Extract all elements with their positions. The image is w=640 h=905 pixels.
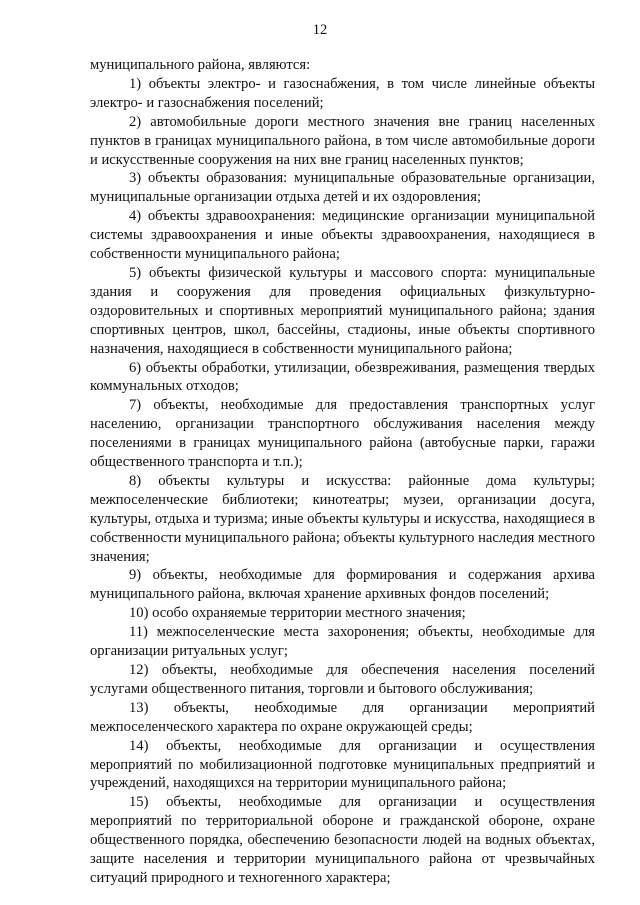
list-item-5: 5) объекты физической культуры и массового спорта: муниципальные здания и сооружения для проведения официальных физкультурно-оздоровительных и спортивных мероприятий муниципального района; здания спортивных центров, школ, бассейны, стадионы, иные объекты спортивного назначения, находящиеся в собственности муниципального района; [90, 264, 595, 357]
list-item-6: 6) объекты обработки, утилизации, обезвреживания, размещения твердых коммунальных отходов; [90, 359, 595, 395]
list-item-12: 12) объекты, необходимые для обеспечения населения поселений услугами общественного питания, торговли и бытового обслуживания; [90, 662, 595, 697]
list-item-2: 2) автомобильные дороги местного значения вне границ населенных пунктов в границах муниципального района, в том числе автомобильные дороги и искусственные сооружения на них вне границ населенных пунктов; [90, 113, 595, 168]
document-body [90, 56, 595, 888]
list-item-3: 3) объекты образования: муниципальные образовательные организации, муниципальные организации отдыха детей и их оздоровления; [90, 170, 595, 206]
list-item-9: 9) объекты, необходимые для формирования и содержания архива муниципального района, включая хранение архивных фондов поселений; [90, 567, 595, 603]
list-item-4: 4) объекты здравоохранения: медицинские организации муниципальной системы здравоохранения и иные объекты здравоохранения, находящиеся в собственности муниципального района; [90, 208, 595, 263]
list-item-8: 8) объекты культуры и искусства: районные дома культуры; межпоселенческие библиотеки; кинотеатры; музеи, организации досуга, культуры, отдыха и туризма; иные объекты культуры и искусства, находящиеся в собственности муниципального района; объекты культурного наследия местного значения; [90, 472, 595, 565]
list-item-1: 1) объекты электро- и газоснабжения, в том числе линейные объекты электро- и газоснабжения поселений; [90, 75, 595, 111]
page-number: 12 [312, 22, 328, 38]
intro-line: муниципального района, являются: [90, 57, 311, 73]
list-item-11: 11) межпоселенческие места захоронения; объекты, необходимые для организации ритуальных услуг; [90, 624, 595, 660]
list-item-15: 15) объекты, необходимые для организации и осуществления мероприятий по территориальной обороне и гражданской обороне, охране общественного порядка, обеспечению безопасности людей на водных объектах, защите населения и территории муниципального района от чрезвычайных ситуаций природного и техногенного характера; [90, 794, 595, 886]
list-item-14: 14) объекты, необходимые для организации и осуществления мероприятий по мобилизационной подготовке муниципальных предприятий и учреждений, находящихся на территории муниципального района; [90, 737, 595, 792]
list-item-10: 10) особо охраняемые территории местного значения; [129, 605, 466, 622]
list-item-7: 7) объекты, необходимые для предоставления транспортных услуг населению, организации транспортного обслуживания населения между поселениями в границах муниципального района (автобусные парки, гаражи общественного транспорта и т.п.); [90, 397, 595, 471]
list-item-13: 13) объекты, необходимые для организации мероприятий межпоселенческого характера по охране окружающей среды; [90, 699, 595, 735]
